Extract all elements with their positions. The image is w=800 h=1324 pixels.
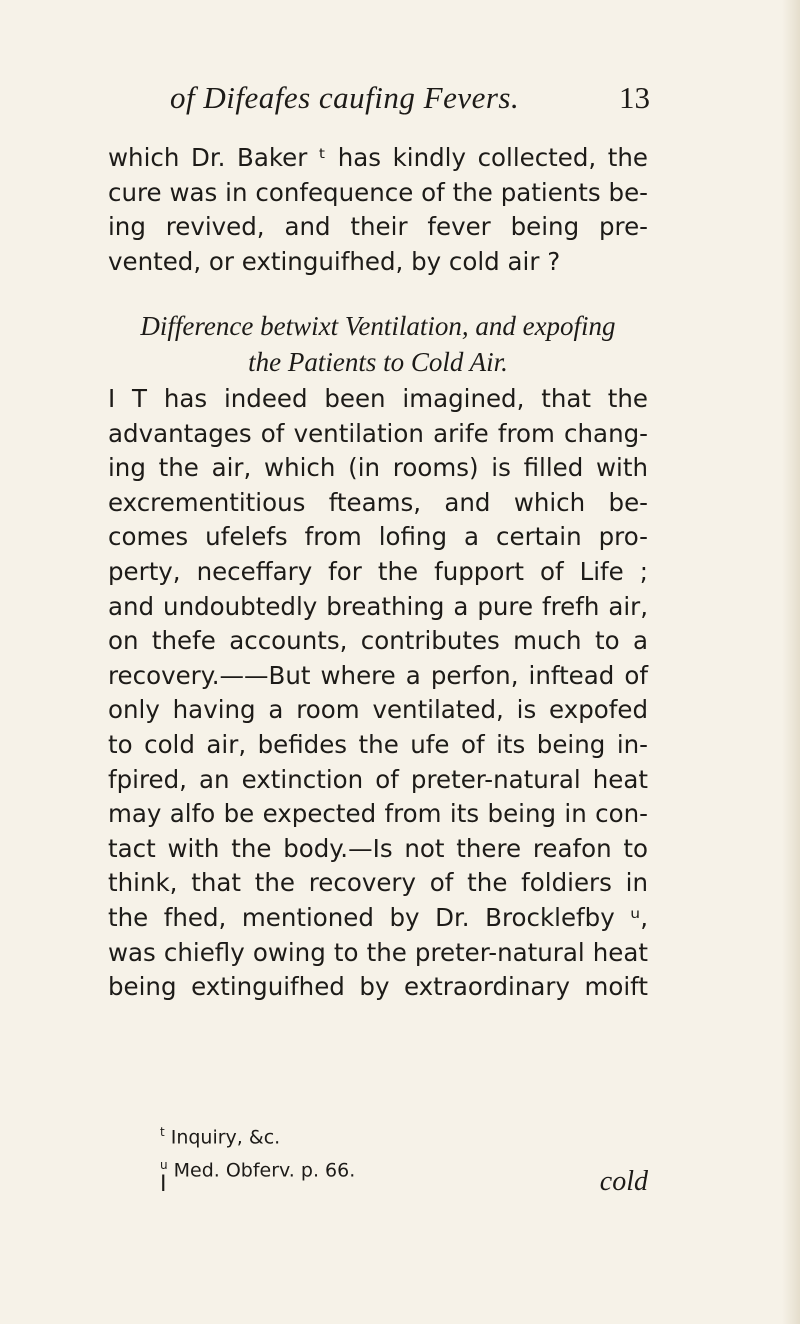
page-edge-shadow xyxy=(782,0,800,1324)
text-line: may alfo be expected from its being in con- xyxy=(108,799,648,829)
paragraph-1 xyxy=(108,141,648,279)
text-line: advantages of ventilation arife from chang- xyxy=(108,418,648,448)
text-line: which Dr. Baker ᵗ has kindly collected, the xyxy=(108,143,648,172)
text-line: and undoubtedly breathing a pure frefh air, xyxy=(108,591,648,621)
page-header xyxy=(170,80,650,130)
section-heading-line-1: Difference betwixt Ventilation, and expofing xyxy=(140,311,616,341)
page-number: 13 xyxy=(619,80,650,115)
footnote-mark: t xyxy=(160,1125,165,1139)
running-head: of Difeafes caufing Fevers. xyxy=(170,80,520,115)
section-heading-line-2: the Patients to Cold Air. xyxy=(248,347,508,377)
text-line: to cold air, befides the ufe of its being in- xyxy=(108,729,648,759)
footnote-mark: u xyxy=(160,1158,168,1173)
text-line: being extinguifhed by extraordinary moift xyxy=(108,972,648,1002)
footnote xyxy=(160,1118,355,1151)
text-line: comes ufelefs from lofing a certain pro- xyxy=(108,522,648,552)
text-line: tact with the body.—Is not there reafon to xyxy=(108,833,648,863)
text-line: the fhed, mentioned by Dr. Brocklefby ᵘ, xyxy=(108,902,648,932)
text-line: excrementitious fteams, and which be- xyxy=(108,487,648,517)
text-line: fpired, an extinction of preter-natural heat xyxy=(108,764,648,794)
footnote xyxy=(160,1151,355,1184)
text-line: on thefe accounts, contributes much to a xyxy=(108,626,648,656)
text-line: cure was in confequence of the patients be- xyxy=(108,177,648,207)
text-line: ing revived, and their fever being pre- xyxy=(108,212,648,242)
paragraph-2 xyxy=(108,382,648,1005)
text-line: vented, or extinguifhed, by cold air ? xyxy=(108,246,561,276)
text-line: only having a room ventilated, is expofed xyxy=(108,695,648,725)
text-line: think, that the recovery of the foldiers in xyxy=(108,868,648,898)
text-line: recovery.——But where a perfon, inftead of xyxy=(108,660,648,690)
footnote-text: Inquiry, &c. xyxy=(170,1126,281,1149)
text-line: I T has indeed been imagined, that the xyxy=(108,384,648,413)
text-line: perty, neceffary for the fupport of Life ; xyxy=(108,556,648,586)
footnotes xyxy=(160,1118,355,1185)
footnote-text: Med. Obferv. p. 66. xyxy=(173,1159,356,1182)
text-line: ing the air, which (in rooms) is filled with xyxy=(108,453,648,483)
catchword: cold xyxy=(599,1166,648,1197)
section-heading xyxy=(108,308,648,380)
text-line: was chiefly owing to the preter-natural heat xyxy=(108,937,648,967)
signature-mark: I xyxy=(160,1172,167,1197)
